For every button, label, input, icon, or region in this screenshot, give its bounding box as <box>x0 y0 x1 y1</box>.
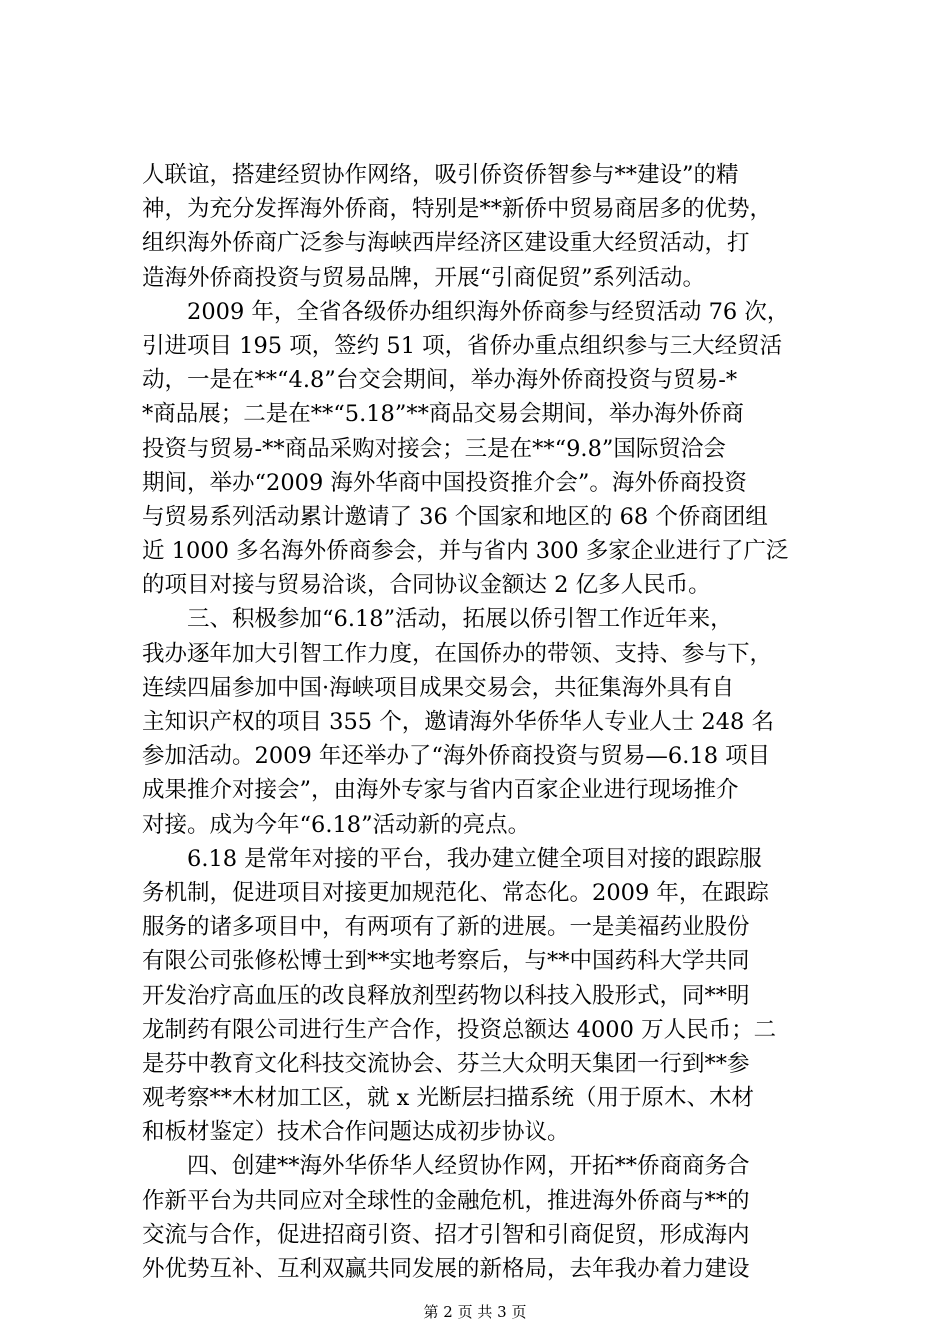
text-line: 交流与合作，促进招商引资、招才引智和引商促贸，形成海内 <box>142 1221 750 1248</box>
text-line: 我办逐年加大引智工作力度，在国侨办的带领、支持、参与下， <box>142 640 773 667</box>
text-line: 开发治疗高血压的改良释放剂型药物以科技入股形式，同**明 <box>142 982 750 1009</box>
text-line: 2009 年，全省各级侨办组织海外侨商参与经贸活动 76 次， <box>142 298 790 325</box>
text-line: 神，为充分发挥海外侨商，特别是**新侨中贸易商居多的优势， <box>142 196 773 223</box>
text-line: 对接。成为今年“6.18”活动新的亮点。 <box>142 811 531 838</box>
text-line: 龙制药有限公司进行生产合作，投资总额达 4000 万人民币；二 <box>142 1016 777 1043</box>
text-line: 的项目对接与贸易洽谈，合同协议金额达 2 亿多人民币。 <box>142 572 711 599</box>
text-line: 连续四届参加中国·海峡项目成果交易会，共征集海外具有自 <box>142 674 735 701</box>
text-line: 组织海外侨商广泛参与海峡西岸经济区建设重大经贸活动，打 <box>142 230 750 257</box>
text-line: 作新平台为共同应对全球性的金融危机，推进海外侨商与**的 <box>142 1187 750 1214</box>
text-line: 外优势互补、互利双赢共同发展的新格局，去年我办着力建设 <box>142 1256 750 1282</box>
text-line: 是芬中教育文化科技交流协会、芬兰大众明天集团一行到**参 <box>142 1050 750 1077</box>
text-line: *商品展；二是在**“5.18”**商品交易会期间，举办海外侨商 <box>142 401 744 428</box>
text-line: 观考察**木材加工区，就 x 光断层扫描系统（用于原木、木材 <box>142 1085 754 1112</box>
text-line: 人联谊，搭建经贸协作网络，吸引侨资侨智参与**建设”的精 <box>142 162 739 188</box>
text-line: 四、创建**海外华侨华人经贸协作网，开拓**侨商商务合 <box>142 1153 750 1180</box>
text-line: 动，一是在**“4.8”台交会期间，举办海外侨商投资与贸易-* <box>142 367 738 394</box>
text-line: 成果推介对接会”，由海外专家与省内百家企业进行现场推介 <box>142 777 739 804</box>
text-line: 有限公司张修松博士到**实地考察后，与**中国药科大学共同 <box>142 948 750 975</box>
text-line: 期间，举办“2009 海外华商中国投资推介会”。海外侨商投资 <box>142 469 747 496</box>
text-line: 投资与贸易-**商品采购对接会；三是在**“9.8”国际贸洽会 <box>142 435 726 462</box>
text-line: 参加活动。2009 年还举办了“海外侨商投资与贸易—6.18 项目 <box>142 743 771 770</box>
page-footer: 第 2 页 共 3 页 <box>423 1303 527 1321</box>
text-line: 主知识产权的项目 355 个，邀请海外华侨华人专业人士 248 名 <box>142 709 775 735</box>
text-line: 和板材鉴定）技术合作问题达成初步协议。 <box>142 1119 570 1146</box>
text-line: 服务的诸多项目中，有两项有了新的进展。一是美福药业股份 <box>142 914 750 941</box>
text-line: 务机制，促进项目对接更加规范化、常态化。2009 年，在跟踪 <box>142 879 769 906</box>
document-body <box>142 158 832 1286</box>
text-line: 造海外侨商投资与贸易品牌，开展“引商促贸”系列活动。 <box>142 264 706 291</box>
text-line: 三、积极参加“6.18”活动，拓展以侨引智工作近年来， <box>142 606 733 633</box>
text-line: 与贸易系列活动累计邀请了 36 个国家和地区的 68 个侨商团组 <box>142 503 768 530</box>
text-line: 6.18 是常年对接的平台，我办建立健全项目对接的跟踪服 <box>142 845 762 872</box>
text-line: 近 1000 多名海外侨商参会，并与省内 300 多家企业进行了广泛 <box>142 538 789 565</box>
text-line: 引进项目 195 项，签约 51 项，省侨办重点组织参与三大经贸活 <box>142 332 783 359</box>
